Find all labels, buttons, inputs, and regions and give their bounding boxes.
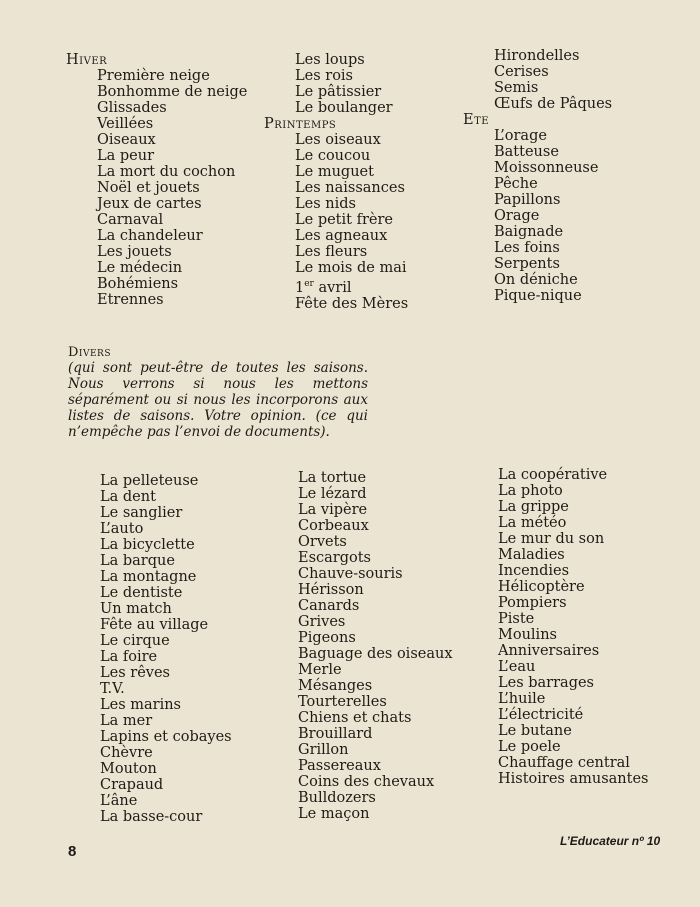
list-item: Le pâtissier [295,84,382,100]
list-item: L’âne [100,793,138,809]
list-item: Un match [100,601,172,617]
list-item: La photo [498,483,563,499]
list-item: Cerises [494,64,549,80]
list-item: La vipère [298,502,368,518]
list-item: Merle [298,662,342,678]
list-item: Grives [298,614,346,630]
list-item: La tortue [298,470,367,486]
list-item: La basse-cour [100,809,203,825]
list-item: Les marins [100,697,182,713]
list-item: Chauffage central [498,755,630,771]
list-item: Le lézard [298,486,367,502]
list-item: Chauve-souris [298,566,403,582]
list-item: Escargots [298,550,372,566]
list-item: Mésanges [298,678,373,694]
list-item: Le mois de mai [295,260,407,276]
list-item: Glissades [97,100,167,116]
list-item: Hérisson [298,582,364,598]
list-item: Orage [494,208,540,224]
list-item: Les barrages [498,675,594,691]
list-item: La chandeleur [97,228,203,244]
list-item: Etrennes [97,292,164,308]
list-item: Bonhomme de neige [97,84,248,100]
list-item: Histoires amusantes [498,771,649,787]
list-item: Les loups [295,52,365,68]
list-item: Jeux de cartes [97,196,202,212]
list-item: On déniche [494,272,578,288]
list-item: Lapins et cobayes [100,729,232,745]
list-item: Les jouets [97,244,172,260]
list-item: Le coucou [295,148,371,164]
list-item: Semis [494,80,539,96]
list-item: Corbeaux [298,518,369,534]
list-item: Coins des chevaux [298,774,435,790]
list-item: Le poele [498,739,561,755]
list-item: Bulldozers [298,790,376,806]
divers-list-col1 [100,473,232,825]
list-item: Première neige [97,68,210,84]
avril-superscript: er [304,279,314,289]
list-item: Les nids [295,196,356,212]
list-item: Le sanglier [100,505,183,521]
list-item: L’huile [498,691,546,707]
list-item: Mouton [100,761,157,777]
hiver-column [66,52,247,308]
list-item: Le mur du son [498,531,605,547]
ete-column [463,48,612,304]
list-item: Les rois [295,68,353,84]
list-item: Incendies [498,563,570,579]
middle-column [264,52,408,312]
list-item: Tourterelles [298,694,387,710]
list-item: Maladies [498,547,565,563]
list-item: Bohémiens [97,276,179,292]
divers-note: (qui sont peut-être de toutes les saisons. Nous verrons si nous les mettons séparément ou si nous les incorporons aux listes de saisons. Votre opinion. (ce qui n’empêche pas l’envoi de documents). [68,360,368,440]
list-item: Anniversaires [498,643,600,659]
list-item: Les agneaux [295,228,388,244]
list-item: Fête des Mères [295,295,409,312]
list-item: Œufs de Pâques [494,96,613,112]
list-item: Le boulanger [295,100,393,116]
list-item: Moissonneuse [494,160,599,176]
list-item: Veillées [97,116,154,132]
list-item: Fête au village [100,617,209,633]
list-item: Baguage des oiseaux [298,646,453,662]
hiver-heading: Hiver [66,52,108,68]
list-item: La coopérative [498,467,608,483]
divers-list-col2 [298,470,453,822]
list-item: Brouillard [298,726,373,742]
list-item: Serpents [494,256,560,272]
list-item: Hélicoptère [498,579,585,595]
list-item: L’auto [100,521,144,537]
list-item: La bicyclette [100,537,195,553]
list-item: L’électricité [498,707,584,723]
list-item: Le médecin [97,260,183,276]
list-item: Pigeons [298,630,356,646]
ete-list [463,128,612,304]
list-item: Les rêves [100,665,170,681]
list-item: La grippe [498,499,569,515]
list-item: L’eau [498,659,536,675]
list-item: Les oiseaux [295,132,381,148]
journal-reference: L’Educateur nº 10 [560,834,661,848]
list-item: Pique-nique [494,288,582,304]
page-number: 8 [68,843,77,860]
list-item: Le maçon [298,806,370,822]
list-item: Pêche [494,176,538,192]
list-item: La pelleteuse [100,473,199,489]
list-item: Grillon [298,742,349,758]
printemps-list [264,132,408,276]
list-item: La dent [100,489,156,505]
list-item: Canards [298,598,360,614]
list-item: Baignade [494,224,564,240]
list-item: Les naissances [295,180,405,196]
list-item: Hirondelles [494,48,580,64]
list-item: Les foins [494,240,560,256]
list-item: L’orage [494,128,547,144]
list-item: La météo [498,515,567,531]
list-item: La peur [97,148,155,164]
list-item: Moulins [498,627,557,643]
list-item: Papillons [494,192,561,208]
printemps-list-end [264,296,408,312]
list-item: T.V. [100,681,125,697]
divers-list-col3 [498,467,649,787]
list-item: Pompiers [498,595,567,611]
list-item: Le butane [498,723,572,739]
avril-number: 1 [295,279,305,296]
list-item: Piste [498,611,535,627]
list-item: Chiens et chats [298,710,412,726]
ete-heading: Ete [463,112,490,128]
list-item: Noël et jouets [97,180,200,196]
avril-line [264,276,408,296]
list-item: Oiseaux [97,132,156,148]
list-item: Le dentiste [100,585,183,601]
ete-list-top [463,48,612,112]
list-item: La mer [100,713,153,729]
printemps-heading: Printemps [264,116,337,132]
list-item: La montagne [100,569,197,585]
list-item: Carnaval [97,212,164,228]
list-item: Les fleurs [295,244,368,260]
divers-heading: Divers [68,345,111,360]
hiver-list [66,68,247,308]
list-item: La foire [100,649,158,665]
middle-list-top [264,52,408,116]
list-item: Orvets [298,534,347,550]
list-item: Le petit frère [295,212,393,228]
list-item: Le cirque [100,633,170,649]
list-item: Batteuse [494,144,559,160]
avril-word: avril [313,279,352,296]
list-item: Passereaux [298,758,381,774]
list-item: La barque [100,553,175,569]
list-item: Crapaud [100,777,164,793]
list-item: La mort du cochon [97,164,236,180]
list-item: Chèvre [100,745,153,761]
list-item: Le muguet [295,164,374,180]
